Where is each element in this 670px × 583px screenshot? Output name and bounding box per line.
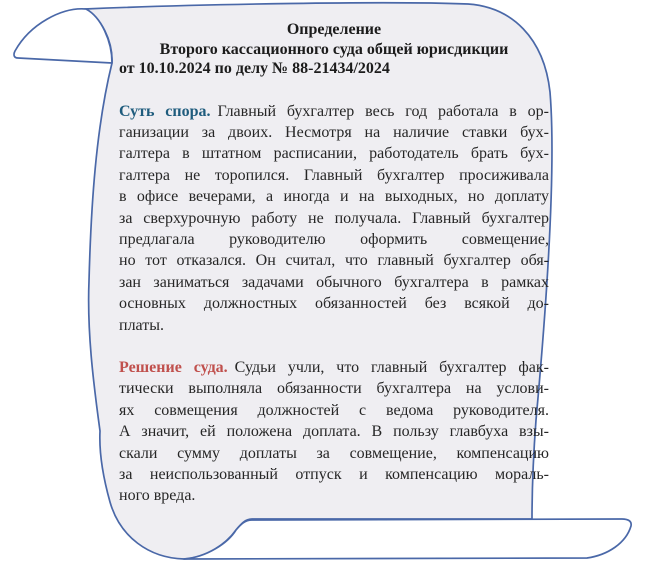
text-line: платы.: [119, 316, 164, 334]
text-line: ного вреда.: [119, 487, 196, 505]
scroll-bottom-roll: [184, 519, 631, 559]
section-ruling: [119, 357, 549, 507]
text-line: в офисе вечерами, а иногда и на выходных, но доплату: [119, 188, 549, 206]
text-line: скали сумму доплаты за совмещение, компенсацию: [119, 444, 549, 462]
text-line: Второго кассационного суда общей юрисдикции: [159, 40, 509, 58]
text-line: но тот отказался. Он считал, что главный бухгалтер обя-: [119, 252, 549, 270]
text-line: галтера в штатном расписании, работодатель брать бух-: [119, 145, 549, 163]
ruling-first-line-text: Судьи учли, что главный бухгалтер фак-: [234, 358, 549, 376]
scroll-text: [119, 20, 549, 507]
document-title: [119, 20, 549, 79]
text-line: Определение: [286, 21, 382, 38]
text-line: тически выполняла обязанности бухгалтера на услови-: [119, 380, 549, 398]
text-line: [119, 101, 549, 122]
dispute-lines: [119, 122, 549, 336]
text-line: основных должностных обязанностей без всякой до-: [119, 295, 549, 313]
text-line: ях совмещения должностей с ведома руководителя.: [119, 401, 549, 419]
text-line: предлагала руководителю оформить совмещение,: [119, 230, 549, 248]
section-dispute: [119, 101, 549, 336]
text-line: [119, 357, 549, 378]
text-line: А значит, ей положена доплата. В пользу главбуха взы-: [119, 423, 549, 441]
text-line: ганизации за двоих. Несмотря на наличие ставки бух-: [119, 123, 549, 141]
text-line: зан заниматься задачами обычного бухгалтера в рамках: [119, 273, 549, 291]
ruling-label: Решение суда.: [119, 358, 228, 376]
dispute-first-line-text: Главный бухгалтер весь год работала в ор-: [217, 102, 549, 120]
text-line: за неиспользованный отпуск и компенсацию мораль-: [119, 466, 549, 483]
text-line: галтера не торопился. Главный бухгалтер просиживала: [119, 166, 549, 184]
text-line: за сверхурочную работу не получала. Главный бухгалтер: [119, 209, 549, 227]
text-line: от 10.10.2024 по делу № 88-21434/2024: [119, 60, 390, 77]
ruling-lines: [119, 378, 549, 506]
dispute-label: Суть спора.: [119, 102, 211, 120]
